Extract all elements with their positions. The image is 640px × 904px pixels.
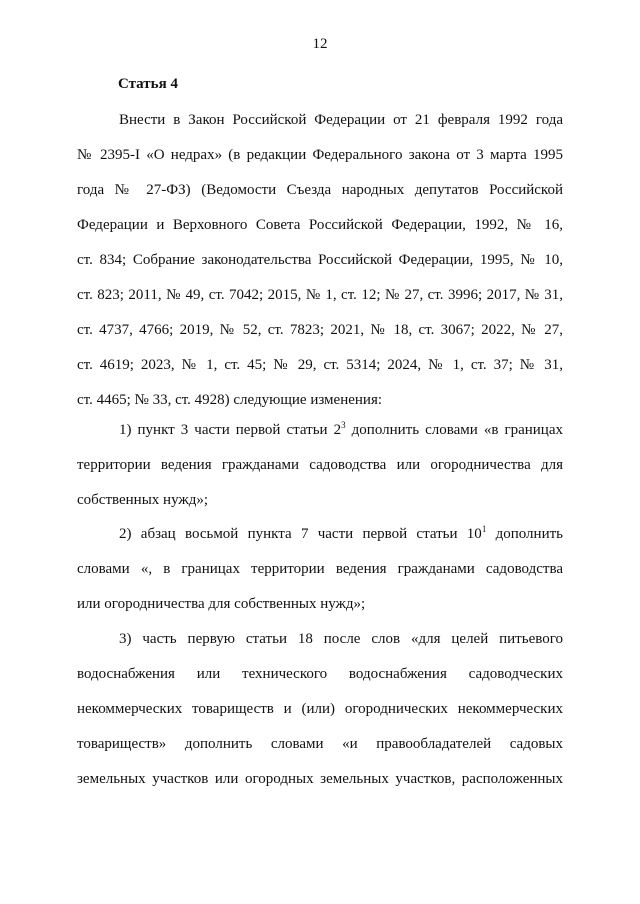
text-line: [77, 413, 563, 448]
text-line: собственных нужд»;: [77, 492, 209, 508]
page-number: 12: [312, 36, 328, 52]
text-line: ст. 4737, 4766; 2019, № 52, ст. 7823; 2021, № 18, ст. 3067; 2022, № 27,: [77, 322, 563, 338]
text-segment: дополнить словами «в границах: [345, 422, 563, 438]
text-segment: 2) абзац восьмой пункта 7 части первой статьи 10: [119, 526, 482, 542]
text-line: [77, 517, 563, 552]
text-line: водоснабжения или технического водоснабжения садоводческих: [77, 666, 563, 682]
text-line: товариществ» дополнить словами «и правообладателей садовых: [77, 736, 563, 752]
article-heading: Статья 4: [118, 76, 178, 92]
text-line: земельных участков или огородных земельных участков, расположенных: [77, 771, 563, 787]
text-line: ст. 834; Собрание законодательства Российской Федерации, 1995, № 10,: [77, 252, 563, 268]
paragraph-intro: [77, 103, 563, 418]
text-line: или огородничества для собственных нужд»;: [77, 596, 366, 612]
text-line: Внести в Закон Российской Федерации от 21 февраля 1992 года: [119, 112, 563, 128]
text-line: ст. 4619; 2023, № 1, ст. 45; № 29, ст. 5314; 2024, № 1, ст. 37; № 31,: [77, 357, 563, 373]
text-segment: 1) пункт 3 части первой статьи 2: [119, 422, 342, 438]
text-line: ст. 823; 2011, № 49, ст. 7042; 2015, № 1, ст. 12; № 27, ст. 3996; 2017, № 31,: [77, 287, 563, 303]
paragraph-item-2: [77, 517, 563, 622]
text-line: словами «, в границах территории ведения гражданами садоводства: [77, 561, 563, 577]
paragraph-item-3: [77, 622, 563, 797]
text-line: 3) часть первую статьи 18 после слов «для целей питьевого: [119, 631, 563, 647]
superscript: 3: [341, 420, 346, 430]
text-line: № 2395-I «О недрах» (в редакции Федерального закона от 3 марта 1995: [77, 147, 563, 163]
text-line: ст. 4465; № 33, ст. 4928) следующие изменения:: [77, 392, 383, 408]
text-line: Федерации и Верховного Совета Российской Федерации, 1992, № 16,: [77, 217, 563, 233]
text-segment: дополнить: [486, 526, 563, 542]
text-line: некоммерческих товариществ и (или) огороднических некоммерческих: [77, 701, 563, 717]
text-line: года № 27-ФЗ) (Ведомости Съезда народных депутатов Российской: [77, 182, 563, 198]
text-line: территории ведения гражданами садоводства или огородничества для: [77, 457, 563, 473]
superscript: 1: [481, 524, 487, 534]
paragraph-item-1: [77, 413, 563, 518]
